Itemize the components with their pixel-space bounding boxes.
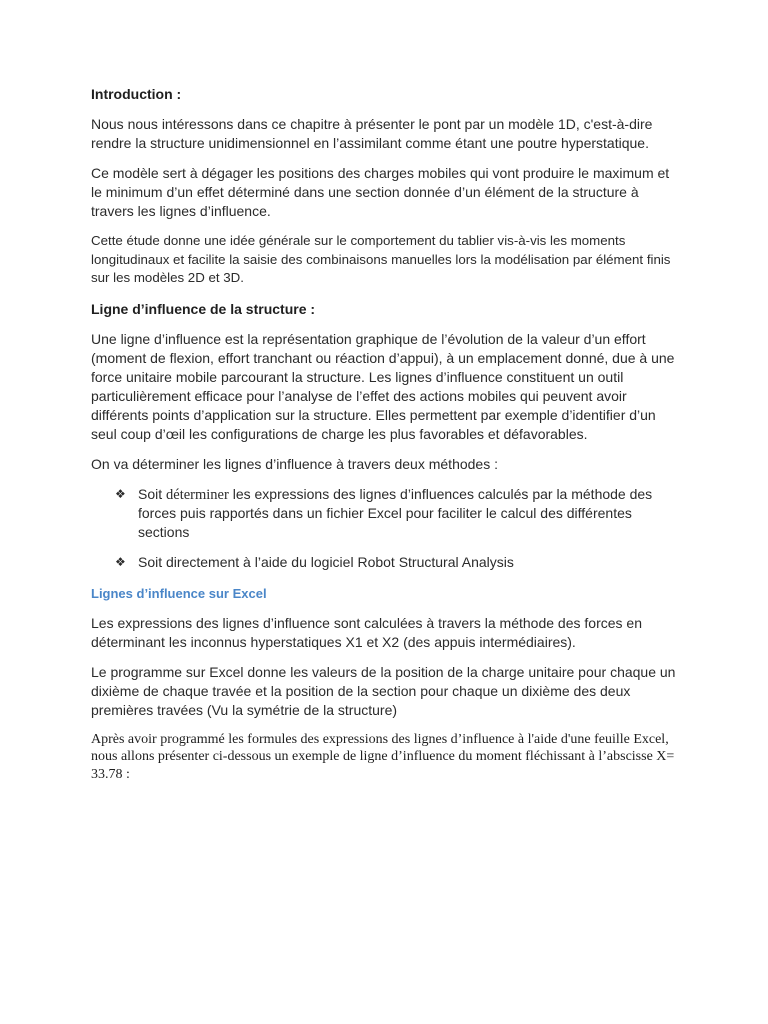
excel-heading: Lignes d’influence sur Excel	[91, 585, 267, 601]
bullet-1-text-end: les expressions des lignes d’influences calculés par la méthode des forces puis rapportés dans un fichier Excel pour faciliter le calcul des différentes sections	[138, 485, 653, 540]
bullet-1-text-start: Soit	[138, 485, 167, 502]
section-heading: Ligne d’influence de la structure :	[91, 300, 316, 317]
list-item	[91, 485, 677, 542]
intro-paragraph-1: Nous nous intéressons dans ce chapitre à présenter le pont par un modèle 1D, c'est-à-dire rendre la structure unidimensionnel en l’assimilant comme étant une poutre hyperstatique.	[91, 116, 653, 151]
bullet-2-text: Soit directement à l’aide du logiciel Robot Structural Analysis	[138, 554, 514, 570]
section-paragraph-2: On va déterminer les lignes d’influence à travers deux méthodes :	[91, 455, 498, 472]
intro-paragraph-3: Cette étude donne une idée générale sur le comportement du tablier vis-à-vis les moments longitudinaux et facilite la saisie des combinaisons manuelles lors la modélisation par élément finis sur les modèles 2D et 3D.	[91, 233, 671, 285]
list-item	[91, 553, 677, 572]
bullet-1-serif-word: déterminer	[166, 486, 229, 503]
document-page	[91, 84, 677, 794]
excel-paragraph-2: Le programme sur Excel donne les valeurs de la position de la charge unitaire pour chaque un dixième de chaque travée et la position de la section pour chaque un dixième des deux premières travées (Vu la symétrie de la structure)	[91, 663, 676, 718]
section-paragraph-1: Une ligne d’influence est la représentation graphique de l’évolution de la valeur d’un effort (moment de flexion, effort tranchant ou réaction d’appui), à un emplacement donné, due à une force unitaire mobile parcourant la structure. Les lignes d’influence constituent un outil particulièrement efficace pour l’analyse de l’effet des actions mobiles qui peuvent avoir différents points d’application sur la structure. Elles permettent par exemple d’identifier d’un seul coup d’œil les configurations de charge les plus favorables et défavorables.	[91, 330, 675, 442]
intro-heading: Introduction :	[91, 86, 182, 102]
diamond-bullet-icon: ❖	[115, 555, 126, 569]
excel-paragraph-1: Les expressions des lignes d’influence sont calculées à travers la méthode des forces en déterminant les inconnus hyperstatiques X1 et X2 (des appuis intermédiaires).	[91, 614, 642, 650]
excel-paragraph-3: Après avoir programmé les formules des expressions des lignes d’influence à l'aide d'une feuille Excel, nous allons présenter ci-dessous un exemple de ligne d’influence du moment fléchissant à l’abscisse X= 33.78 :	[91, 731, 675, 782]
methods-list	[91, 485, 677, 572]
diamond-bullet-icon: ❖	[115, 486, 126, 501]
intro-paragraph-2: Ce modèle sert à dégager les positions des charges mobiles qui vont produire le maximum et le minimum d’un effet déterminé dans une section donnée d’un élément de la structure à travers les lignes d’influence.	[91, 165, 670, 219]
